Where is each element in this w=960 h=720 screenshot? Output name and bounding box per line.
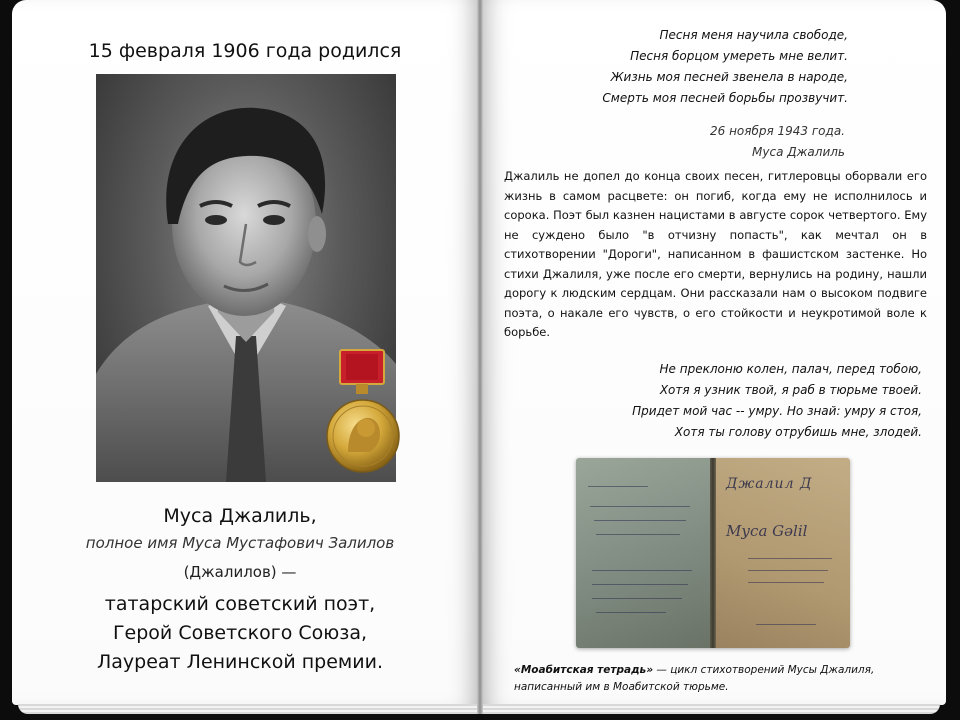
lenin-prize-medal — [326, 348, 402, 480]
handwriting-line — [592, 584, 688, 585]
poem-line: Хотя я узник твой, я раб в тюрьме твоей. — [659, 383, 922, 397]
poem-line: Не преклоню колен, палач, перед тобою, — [659, 362, 922, 376]
birth-date-heading: 15 февраля 1906 года родился — [88, 40, 402, 62]
poem-quote — [560, 359, 922, 443]
handwriting-line — [748, 558, 832, 559]
notebook-cover-name: Муса Gəlil — [726, 522, 808, 540]
poet-role: татарский советский поэт, — [104, 593, 376, 615]
handwriting-line — [596, 534, 680, 535]
book-spine — [477, 0, 483, 714]
signature-date: 26 ноября 1943 года. — [709, 124, 845, 138]
poem-line: Песня борцом умереть мне велит. — [630, 49, 848, 63]
poet-prize: Лауреат Ленинской премии. — [96, 651, 384, 673]
poem-line: Придет мой час -- умру. Но знай: умру я стоя, — [632, 404, 922, 418]
poet-hero-title: Герой Советского Союза, — [112, 622, 368, 644]
notebook-caption-text: — цикл стихотворений Мусы Джалиля, написанный им в Моабитской тюрьме. — [514, 664, 875, 693]
handwriting-line — [588, 486, 648, 487]
handwriting-line — [748, 570, 828, 571]
handwriting-line — [592, 570, 692, 571]
notebook-fold — [710, 458, 716, 648]
handwriting-line — [756, 624, 816, 625]
poet-alt-surname: (Джалилов) — — [183, 563, 297, 581]
poem-signature — [600, 121, 845, 163]
medal-icon — [326, 348, 402, 480]
notebook-caption-title: «Моабитская тетрадь» — [514, 664, 654, 676]
notebook-cover-title: Джалил Д — [726, 476, 813, 492]
handwriting-line — [594, 520, 686, 521]
poem-epigraph — [520, 25, 848, 109]
biography-paragraph: Джалиль не допел до конца своих песен, гитлеровцы оборвали его жизнь в самом расцвете: он погиб, когда ему не исполнилось и сорока. Поэт был казнен нацистами в августе сорок четвертого. Ему не суждено было "в отчизну попасть", как мечтал он в стихотворении "Дороги", написанном в фашистском застенке. Но стихи Джалиля, уже после его смерти, вернулись на родину, нашли дорогу к людским сердцам. Они рассказали нам о высоком подвиге поэта, о накале его чувств, о его стойкости и неукротимой воле к борьбе. — [504, 169, 927, 339]
right-page-edge — [482, 704, 940, 714]
poem-line: Песня меня научила свободе, — [659, 28, 848, 42]
notebook-caption — [514, 662, 934, 696]
handwriting-line — [596, 612, 666, 613]
signature-name: Муса Джалиль — [752, 145, 845, 159]
poet-name: Муса Джалиль, — [163, 505, 317, 527]
handwriting-line — [590, 506, 690, 507]
poet-full-name: полное имя Муса Мустафович Залилов — [85, 534, 395, 552]
poem-line: Хотя ты голову отрубишь мне, злодей. — [674, 425, 922, 439]
poem-line: Жизнь моя песней звенела в народе, — [610, 70, 848, 84]
poem-line: Смерть моя песней борьбы прозвучит. — [602, 91, 848, 105]
moabit-notebook-photo — [576, 458, 850, 648]
handwriting-line — [748, 582, 824, 583]
left-page-edge — [18, 704, 478, 714]
handwriting-line — [592, 598, 682, 599]
